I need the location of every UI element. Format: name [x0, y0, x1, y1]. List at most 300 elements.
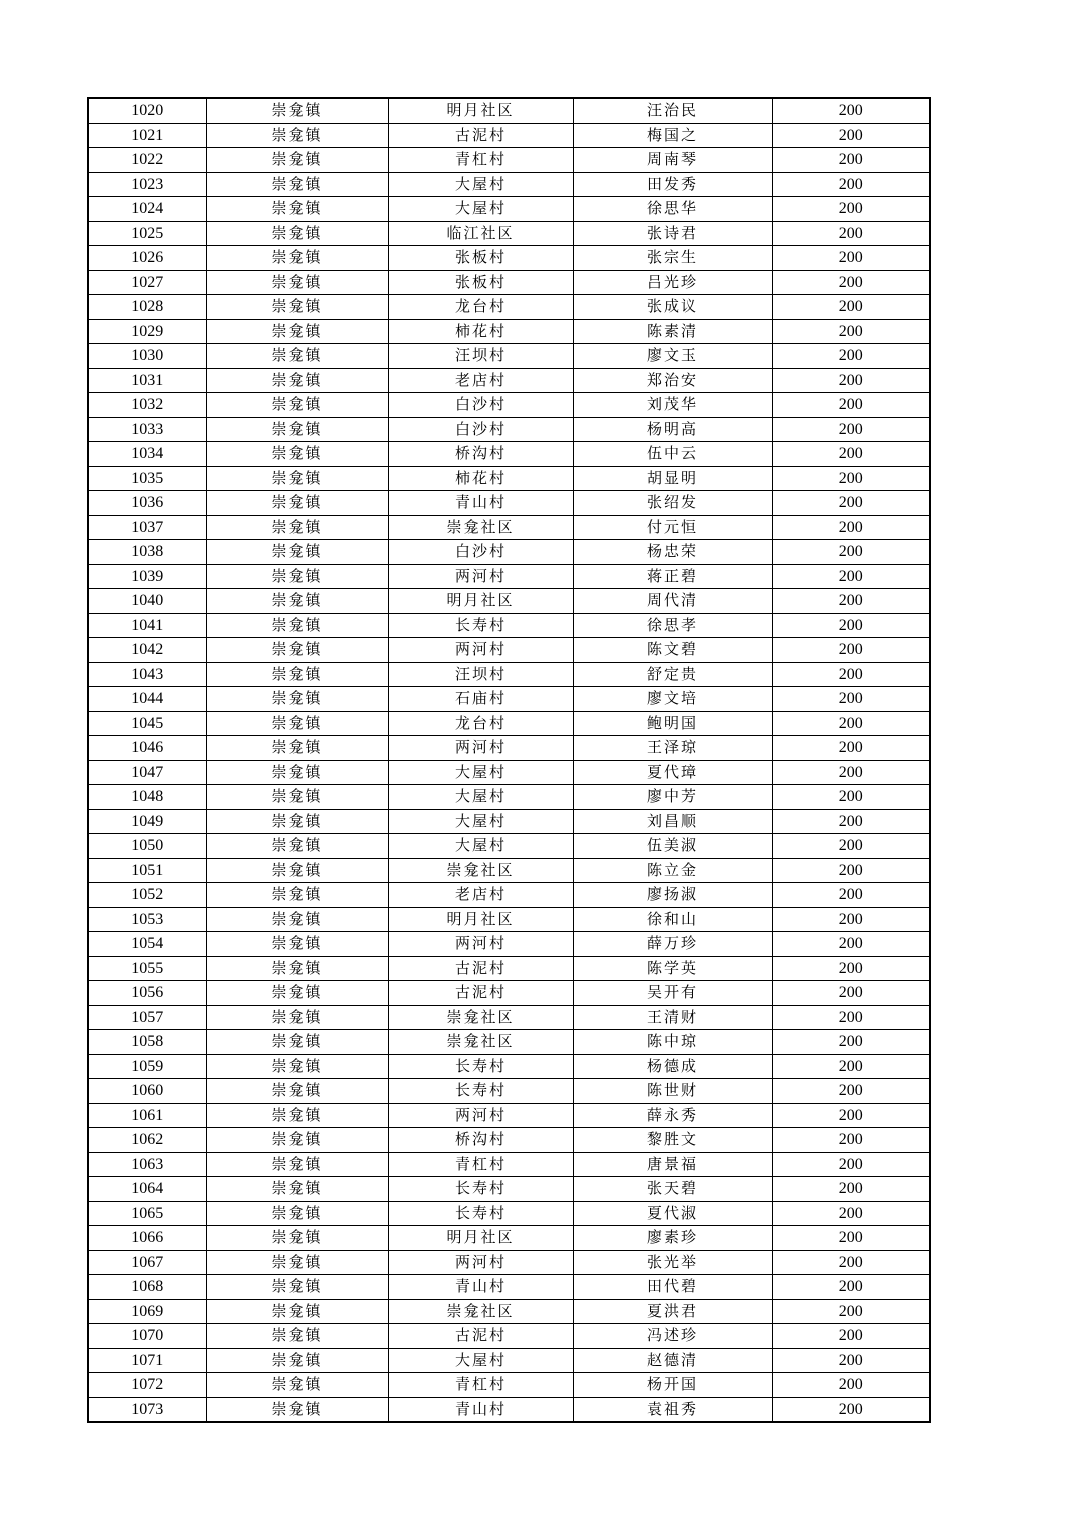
person-name-cell: 陈世财 — [573, 1079, 772, 1104]
town-cell: 崇龛镇 — [206, 1348, 388, 1373]
amount-cell: 200 — [772, 123, 930, 148]
table-row — [88, 760, 930, 785]
person-name-cell: 夏洪君 — [573, 1299, 772, 1324]
table-row — [88, 564, 930, 589]
table-row — [88, 319, 930, 344]
table-row — [88, 246, 930, 271]
serial-number-cell: 1039 — [88, 564, 206, 589]
person-name-cell: 陈学英 — [573, 956, 772, 981]
amount-cell: 200 — [772, 613, 930, 638]
person-name-cell: 汪治民 — [573, 98, 772, 123]
town-cell: 崇龛镇 — [206, 1201, 388, 1226]
table-row — [88, 1275, 930, 1300]
serial-number-cell: 1038 — [88, 540, 206, 565]
table-row — [88, 956, 930, 981]
serial-number-cell: 1054 — [88, 932, 206, 957]
village-cell: 桥沟村 — [388, 442, 573, 467]
table-row — [88, 1226, 930, 1251]
table-row — [88, 589, 930, 614]
town-cell: 崇龛镇 — [206, 368, 388, 393]
village-cell: 两河村 — [388, 564, 573, 589]
town-cell: 崇龛镇 — [206, 98, 388, 123]
person-name-cell: 杨开国 — [573, 1373, 772, 1398]
table-row — [88, 491, 930, 516]
village-cell: 青杠村 — [388, 1152, 573, 1177]
village-cell: 张板村 — [388, 246, 573, 271]
town-cell: 崇龛镇 — [206, 809, 388, 834]
table-row — [88, 1201, 930, 1226]
town-cell: 崇龛镇 — [206, 172, 388, 197]
village-cell: 青山村 — [388, 1397, 573, 1422]
person-name-cell: 杨德成 — [573, 1054, 772, 1079]
amount-cell: 200 — [772, 295, 930, 320]
amount-cell: 200 — [772, 883, 930, 908]
person-name-cell: 廖文玉 — [573, 344, 772, 369]
village-cell: 明月社区 — [388, 589, 573, 614]
table-row — [88, 1030, 930, 1055]
town-cell: 崇龛镇 — [206, 466, 388, 491]
person-name-cell: 徐思孝 — [573, 613, 772, 638]
serial-number-cell: 1031 — [88, 368, 206, 393]
village-cell: 两河村 — [388, 932, 573, 957]
town-cell: 崇龛镇 — [206, 1152, 388, 1177]
town-cell: 崇龛镇 — [206, 858, 388, 883]
serial-number-cell: 1033 — [88, 417, 206, 442]
town-cell: 崇龛镇 — [206, 197, 388, 222]
amount-cell: 200 — [772, 687, 930, 712]
serial-number-cell: 1052 — [88, 883, 206, 908]
amount-cell: 200 — [772, 172, 930, 197]
town-cell: 崇龛镇 — [206, 1177, 388, 1202]
town-cell: 崇龛镇 — [206, 270, 388, 295]
serial-number-cell: 1057 — [88, 1005, 206, 1030]
amount-cell: 200 — [772, 1005, 930, 1030]
amount-cell: 200 — [772, 344, 930, 369]
person-name-cell: 袁祖秀 — [573, 1397, 772, 1422]
table-row — [88, 98, 930, 123]
village-cell: 明月社区 — [388, 907, 573, 932]
serial-number-cell: 1060 — [88, 1079, 206, 1104]
amount-cell: 200 — [772, 1152, 930, 1177]
table-row — [88, 1397, 930, 1422]
person-name-cell: 鲍明国 — [573, 711, 772, 736]
table-row — [88, 834, 930, 859]
amount-cell: 200 — [772, 785, 930, 810]
serial-number-cell: 1041 — [88, 613, 206, 638]
person-name-cell: 廖中芳 — [573, 785, 772, 810]
amount-cell: 200 — [772, 711, 930, 736]
serial-number-cell: 1062 — [88, 1128, 206, 1153]
serial-number-cell: 1025 — [88, 221, 206, 246]
person-name-cell: 杨忠荣 — [573, 540, 772, 565]
amount-cell: 200 — [772, 589, 930, 614]
town-cell: 崇龛镇 — [206, 148, 388, 173]
person-name-cell: 张光举 — [573, 1250, 772, 1275]
person-name-cell: 张绍发 — [573, 491, 772, 516]
village-cell: 两河村 — [388, 638, 573, 663]
amount-cell: 200 — [772, 907, 930, 932]
person-name-cell: 夏代璋 — [573, 760, 772, 785]
town-cell: 崇龛镇 — [206, 760, 388, 785]
town-cell: 崇龛镇 — [206, 1030, 388, 1055]
amount-cell: 200 — [772, 270, 930, 295]
amount-cell: 200 — [772, 809, 930, 834]
town-cell: 崇龛镇 — [206, 1397, 388, 1422]
person-name-cell: 陈中琼 — [573, 1030, 772, 1055]
person-name-cell: 薛万珍 — [573, 932, 772, 957]
person-name-cell: 付元恒 — [573, 515, 772, 540]
town-cell: 崇龛镇 — [206, 736, 388, 761]
village-cell: 青杠村 — [388, 148, 573, 173]
amount-cell: 200 — [772, 319, 930, 344]
amount-cell: 200 — [772, 1348, 930, 1373]
village-cell: 桥沟村 — [388, 1128, 573, 1153]
village-cell: 大屋村 — [388, 834, 573, 859]
table-row — [88, 540, 930, 565]
person-name-cell: 徐和山 — [573, 907, 772, 932]
town-cell: 崇龛镇 — [206, 393, 388, 418]
person-name-cell: 郑治安 — [573, 368, 772, 393]
person-name-cell: 陈立金 — [573, 858, 772, 883]
amount-cell: 200 — [772, 1275, 930, 1300]
town-cell: 崇龛镇 — [206, 662, 388, 687]
serial-number-cell: 1043 — [88, 662, 206, 687]
amount-cell: 200 — [772, 1226, 930, 1251]
village-cell: 长寿村 — [388, 1177, 573, 1202]
table-row — [88, 221, 930, 246]
town-cell: 崇龛镇 — [206, 711, 388, 736]
town-cell: 崇龛镇 — [206, 589, 388, 614]
town-cell: 崇龛镇 — [206, 1275, 388, 1300]
person-name-cell: 赵德清 — [573, 1348, 772, 1373]
table-row — [88, 907, 930, 932]
amount-cell: 200 — [772, 1250, 930, 1275]
person-name-cell: 廖文培 — [573, 687, 772, 712]
person-name-cell: 张成议 — [573, 295, 772, 320]
serial-number-cell: 1053 — [88, 907, 206, 932]
village-cell: 石庙村 — [388, 687, 573, 712]
town-cell: 崇龛镇 — [206, 540, 388, 565]
amount-cell: 200 — [772, 417, 930, 442]
serial-number-cell: 1027 — [88, 270, 206, 295]
amount-cell: 200 — [772, 858, 930, 883]
person-name-cell: 陈素清 — [573, 319, 772, 344]
village-cell: 老店村 — [388, 368, 573, 393]
serial-number-cell: 1073 — [88, 1397, 206, 1422]
table-row — [88, 123, 930, 148]
town-cell: 崇龛镇 — [206, 1373, 388, 1398]
village-cell: 两河村 — [388, 736, 573, 761]
town-cell: 崇龛镇 — [206, 687, 388, 712]
table-row — [88, 1348, 930, 1373]
serial-number-cell: 1044 — [88, 687, 206, 712]
amount-cell: 200 — [772, 932, 930, 957]
amount-cell: 200 — [772, 760, 930, 785]
amount-cell: 200 — [772, 638, 930, 663]
village-cell: 大屋村 — [388, 785, 573, 810]
table-row — [88, 662, 930, 687]
serial-number-cell: 1056 — [88, 981, 206, 1006]
village-cell: 明月社区 — [388, 98, 573, 123]
amount-cell: 200 — [772, 1103, 930, 1128]
person-name-cell: 黎胜文 — [573, 1128, 772, 1153]
amount-cell: 200 — [772, 1397, 930, 1422]
serial-number-cell: 1029 — [88, 319, 206, 344]
amount-cell: 200 — [772, 221, 930, 246]
town-cell: 崇龛镇 — [206, 1226, 388, 1251]
village-cell: 古泥村 — [388, 1324, 573, 1349]
serial-number-cell: 1022 — [88, 148, 206, 173]
amount-cell: 200 — [772, 1030, 930, 1055]
serial-number-cell: 1034 — [88, 442, 206, 467]
town-cell: 崇龛镇 — [206, 442, 388, 467]
town-cell: 崇龛镇 — [206, 515, 388, 540]
serial-number-cell: 1061 — [88, 1103, 206, 1128]
serial-number-cell: 1032 — [88, 393, 206, 418]
serial-number-cell: 1064 — [88, 1177, 206, 1202]
table-row — [88, 1079, 930, 1104]
town-cell: 崇龛镇 — [206, 932, 388, 957]
village-cell: 大屋村 — [388, 809, 573, 834]
serial-number-cell: 1049 — [88, 809, 206, 834]
table-row — [88, 442, 930, 467]
village-cell: 白沙村 — [388, 393, 573, 418]
village-cell: 长寿村 — [388, 1201, 573, 1226]
table-row — [88, 932, 930, 957]
person-name-cell: 舒定贵 — [573, 662, 772, 687]
town-cell: 崇龛镇 — [206, 834, 388, 859]
serial-number-cell: 1050 — [88, 834, 206, 859]
amount-cell: 200 — [772, 98, 930, 123]
amount-cell: 200 — [772, 1177, 930, 1202]
town-cell: 崇龛镇 — [206, 613, 388, 638]
person-name-cell: 吴开有 — [573, 981, 772, 1006]
table-row — [88, 1103, 930, 1128]
town-cell: 崇龛镇 — [206, 319, 388, 344]
person-name-cell: 冯述珍 — [573, 1324, 772, 1349]
table-row — [88, 344, 930, 369]
amount-cell: 200 — [772, 956, 930, 981]
table-row — [88, 858, 930, 883]
person-name-cell: 陈文碧 — [573, 638, 772, 663]
serial-number-cell: 1023 — [88, 172, 206, 197]
village-cell: 长寿村 — [388, 613, 573, 638]
table-row — [88, 515, 930, 540]
village-cell: 青山村 — [388, 491, 573, 516]
table-row — [88, 711, 930, 736]
serial-number-cell: 1026 — [88, 246, 206, 271]
amount-cell: 200 — [772, 368, 930, 393]
village-cell: 柿花村 — [388, 466, 573, 491]
village-cell: 崇龛社区 — [388, 1030, 573, 1055]
table-row — [88, 270, 930, 295]
town-cell: 崇龛镇 — [206, 1054, 388, 1079]
town-cell: 崇龛镇 — [206, 1079, 388, 1104]
town-cell: 崇龛镇 — [206, 1103, 388, 1128]
village-cell: 崇龛社区 — [388, 1005, 573, 1030]
village-cell: 古泥村 — [388, 981, 573, 1006]
town-cell: 崇龛镇 — [206, 1299, 388, 1324]
town-cell: 崇龛镇 — [206, 246, 388, 271]
table-row — [88, 1250, 930, 1275]
amount-cell: 200 — [772, 148, 930, 173]
village-cell: 青杠村 — [388, 1373, 573, 1398]
person-name-cell: 薛永秀 — [573, 1103, 772, 1128]
serial-number-cell: 1066 — [88, 1226, 206, 1251]
person-name-cell: 伍中云 — [573, 442, 772, 467]
village-cell: 老店村 — [388, 883, 573, 908]
town-cell: 崇龛镇 — [206, 1324, 388, 1349]
village-cell: 长寿村 — [388, 1079, 573, 1104]
roster-table — [87, 97, 931, 1423]
table-row — [88, 981, 930, 1006]
town-cell: 崇龛镇 — [206, 1005, 388, 1030]
village-cell: 龙台村 — [388, 295, 573, 320]
village-cell: 古泥村 — [388, 956, 573, 981]
village-cell: 两河村 — [388, 1250, 573, 1275]
table-row — [88, 295, 930, 320]
person-name-cell: 王泽琼 — [573, 736, 772, 761]
serial-number-cell: 1037 — [88, 515, 206, 540]
roster-table-body — [88, 98, 930, 1422]
person-name-cell: 梅国之 — [573, 123, 772, 148]
table-row — [88, 197, 930, 222]
person-name-cell: 夏代淑 — [573, 1201, 772, 1226]
serial-number-cell: 1065 — [88, 1201, 206, 1226]
town-cell: 崇龛镇 — [206, 344, 388, 369]
person-name-cell: 廖扬淑 — [573, 883, 772, 908]
village-cell: 青山村 — [388, 1275, 573, 1300]
serial-number-cell: 1055 — [88, 956, 206, 981]
village-cell: 大屋村 — [388, 760, 573, 785]
village-cell: 大屋村 — [388, 172, 573, 197]
town-cell: 崇龛镇 — [206, 221, 388, 246]
person-name-cell: 徐思华 — [573, 197, 772, 222]
table-row — [88, 148, 930, 173]
town-cell: 崇龛镇 — [206, 1128, 388, 1153]
person-name-cell: 唐景福 — [573, 1152, 772, 1177]
table-row — [88, 1128, 930, 1153]
town-cell: 崇龛镇 — [206, 883, 388, 908]
amount-cell: 200 — [772, 981, 930, 1006]
serial-number-cell: 1024 — [88, 197, 206, 222]
serial-number-cell: 1036 — [88, 491, 206, 516]
amount-cell: 200 — [772, 1128, 930, 1153]
table-row — [88, 809, 930, 834]
serial-number-cell: 1048 — [88, 785, 206, 810]
amount-cell: 200 — [772, 1373, 930, 1398]
table-row — [88, 1324, 930, 1349]
table-row — [88, 785, 930, 810]
village-cell: 崇龛社区 — [388, 858, 573, 883]
village-cell: 明月社区 — [388, 1226, 573, 1251]
serial-number-cell: 1047 — [88, 760, 206, 785]
town-cell: 崇龛镇 — [206, 785, 388, 810]
amount-cell: 200 — [772, 834, 930, 859]
village-cell: 两河村 — [388, 1103, 573, 1128]
town-cell: 崇龛镇 — [206, 981, 388, 1006]
town-cell: 崇龛镇 — [206, 491, 388, 516]
person-name-cell: 杨明高 — [573, 417, 772, 442]
serial-number-cell: 1035 — [88, 466, 206, 491]
village-cell: 柿花村 — [388, 319, 573, 344]
amount-cell: 200 — [772, 564, 930, 589]
town-cell: 崇龛镇 — [206, 907, 388, 932]
serial-number-cell: 1028 — [88, 295, 206, 320]
amount-cell: 200 — [772, 393, 930, 418]
person-name-cell: 刘茂华 — [573, 393, 772, 418]
person-name-cell: 周南琴 — [573, 148, 772, 173]
person-name-cell: 王清财 — [573, 1005, 772, 1030]
amount-cell: 200 — [772, 442, 930, 467]
table-row — [88, 1005, 930, 1030]
serial-number-cell: 1071 — [88, 1348, 206, 1373]
serial-number-cell: 1069 — [88, 1299, 206, 1324]
person-name-cell: 吕光珍 — [573, 270, 772, 295]
town-cell: 崇龛镇 — [206, 417, 388, 442]
serial-number-cell: 1059 — [88, 1054, 206, 1079]
amount-cell: 200 — [772, 1201, 930, 1226]
table-row — [88, 466, 930, 491]
person-name-cell: 伍美淑 — [573, 834, 772, 859]
serial-number-cell: 1058 — [88, 1030, 206, 1055]
person-name-cell: 田发秀 — [573, 172, 772, 197]
serial-number-cell: 1045 — [88, 711, 206, 736]
serial-number-cell: 1070 — [88, 1324, 206, 1349]
village-cell: 古泥村 — [388, 123, 573, 148]
amount-cell: 200 — [772, 1054, 930, 1079]
village-cell: 崇龛社区 — [388, 515, 573, 540]
town-cell: 崇龛镇 — [206, 295, 388, 320]
serial-number-cell: 1030 — [88, 344, 206, 369]
village-cell: 临江社区 — [388, 221, 573, 246]
amount-cell: 200 — [772, 246, 930, 271]
town-cell: 崇龛镇 — [206, 123, 388, 148]
table-row — [88, 1054, 930, 1079]
serial-number-cell: 1051 — [88, 858, 206, 883]
person-name-cell: 胡显明 — [573, 466, 772, 491]
serial-number-cell: 1021 — [88, 123, 206, 148]
village-cell: 白沙村 — [388, 417, 573, 442]
table-row — [88, 687, 930, 712]
table-row — [88, 883, 930, 908]
person-name-cell: 蒋正碧 — [573, 564, 772, 589]
amount-cell: 200 — [772, 466, 930, 491]
amount-cell: 200 — [772, 1299, 930, 1324]
table-row — [88, 1177, 930, 1202]
serial-number-cell: 1067 — [88, 1250, 206, 1275]
table-row — [88, 1299, 930, 1324]
serial-number-cell: 1040 — [88, 589, 206, 614]
table-row — [88, 736, 930, 761]
serial-number-cell: 1072 — [88, 1373, 206, 1398]
person-name-cell: 田代碧 — [573, 1275, 772, 1300]
village-cell: 汪坝村 — [388, 344, 573, 369]
village-cell: 汪坝村 — [388, 662, 573, 687]
town-cell: 崇龛镇 — [206, 564, 388, 589]
village-cell: 张板村 — [388, 270, 573, 295]
table-row — [88, 638, 930, 663]
person-name-cell: 刘昌顺 — [573, 809, 772, 834]
table-row — [88, 613, 930, 638]
village-cell: 大屋村 — [388, 1348, 573, 1373]
person-name-cell: 张宗生 — [573, 246, 772, 271]
person-name-cell: 廖素珍 — [573, 1226, 772, 1251]
serial-number-cell: 1046 — [88, 736, 206, 761]
person-name-cell: 张天碧 — [573, 1177, 772, 1202]
village-cell: 白沙村 — [388, 540, 573, 565]
table-row — [88, 1152, 930, 1177]
